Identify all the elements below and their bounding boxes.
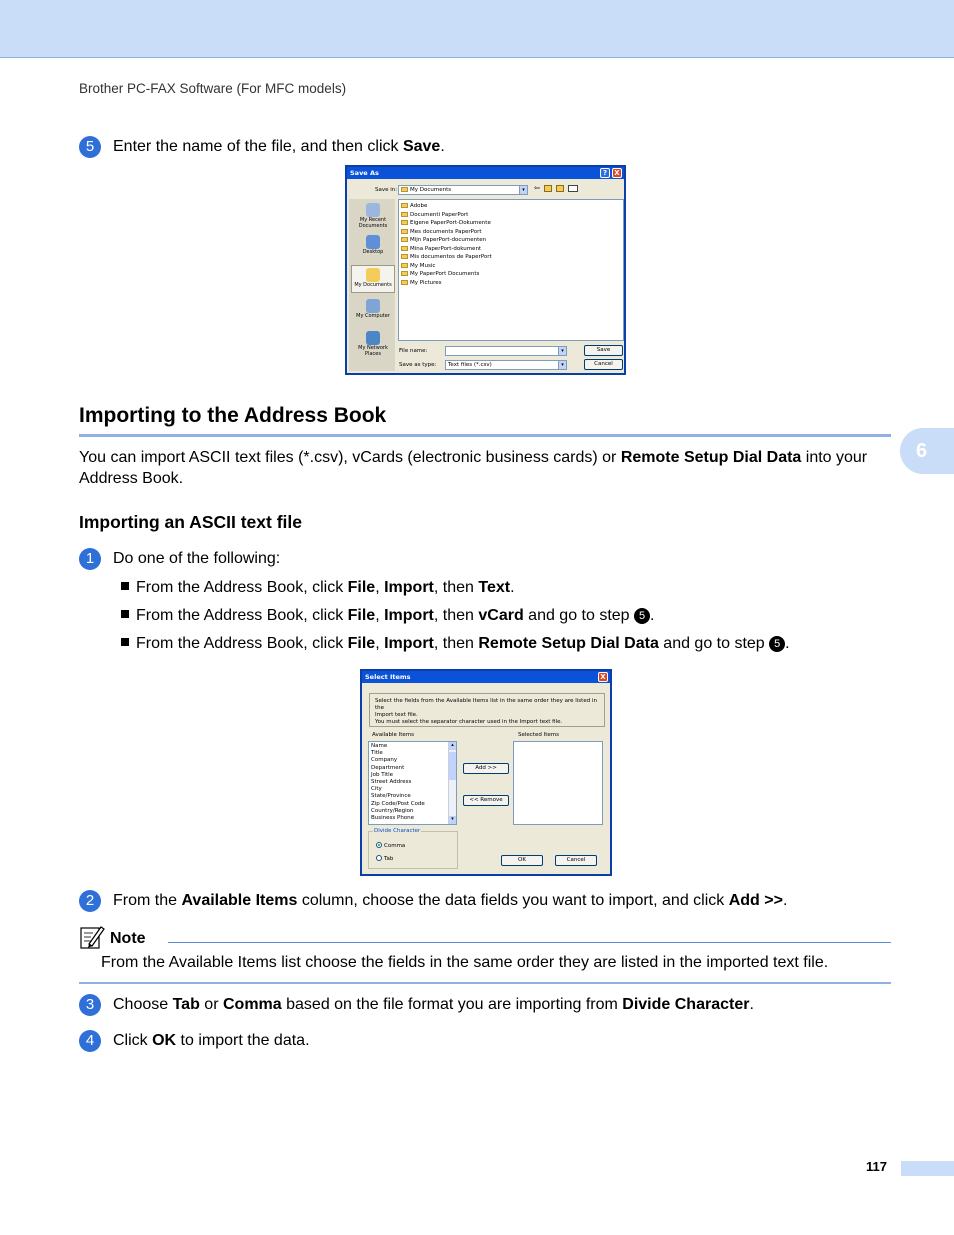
- scrollbar-thumb[interactable]: [449, 752, 456, 780]
- section-intro: You can import ASCII text files (*.csv), vCards (electronic business cards) or Remote Setup Dial Data into your Address Book.: [79, 449, 868, 487]
- select-items-dialog: [360, 669, 612, 876]
- back-icon[interactable]: ⇦: [534, 184, 540, 192]
- page-number-tab: [901, 1161, 954, 1176]
- section-title: Importing to the Address Book: [79, 404, 387, 427]
- note-label: Note: [110, 930, 146, 947]
- step-1-do-one: 1 Do one of the following:: [79, 548, 280, 570]
- folder-item[interactable]: Eigene PaperPort-Dokumente: [401, 219, 621, 228]
- folder-icon: [401, 271, 408, 276]
- list-scrollbar[interactable]: [448, 742, 456, 824]
- my-computer-icon: [366, 299, 380, 313]
- bullet-square-icon: [121, 582, 129, 590]
- save-as-dialog: [345, 165, 626, 375]
- close-icon[interactable]: X: [598, 672, 608, 682]
- note-rule-top: [168, 942, 891, 943]
- help-icon[interactable]: ?: [600, 168, 610, 178]
- select-items-title: Select Items: [365, 673, 411, 681]
- folder-icon: [401, 212, 408, 217]
- chevron-down-icon[interactable]: ▾: [449, 816, 456, 824]
- place-desktop[interactable]: Desktop: [351, 235, 395, 256]
- instruction-box: Select the fields from the Available Items list in the same order they are listed in the Import text file. You must select the separator character used in the Import text file.: [369, 693, 605, 727]
- up-folder-icon[interactable]: [544, 185, 552, 192]
- step-number-badge: 3: [79, 994, 101, 1016]
- folder-item[interactable]: My Pictures: [401, 279, 621, 288]
- step-5-enter-filename: 5 Enter the name of the file, and then click Save.: [79, 136, 445, 158]
- folder-item[interactable]: Mes documents PaperPort: [401, 228, 621, 237]
- chevron-down-icon[interactable]: ▾: [558, 347, 566, 355]
- list-item[interactable]: Country/Region: [371, 807, 414, 814]
- folder-icon: [401, 187, 408, 192]
- folder-item[interactable]: Mijn PaperPort-documenten: [401, 236, 621, 245]
- divide-character-group: [368, 828, 458, 869]
- running-header: Brother PC-FAX Software (For MFC models): [79, 81, 347, 96]
- radio-icon[interactable]: [376, 855, 382, 861]
- folder-icon: [401, 229, 408, 234]
- select-items-titlebar: [362, 671, 610, 683]
- bullet-import-remote-setup: From the Address Book, click File, Import, then Remote Setup Dial Data and go to step 5 .: [121, 634, 790, 654]
- comma-radio[interactable]: Comma: [376, 842, 405, 849]
- save-as-titlebar: [347, 167, 624, 179]
- bullet-import-text: From the Address Book, click File, Import, then Text.: [121, 578, 515, 598]
- step-3-choose-separator: 3 Choose Tab or Comma based on the file format you are importing from Divide Character.: [79, 994, 754, 1016]
- remove-button[interactable]: << Remove: [463, 795, 509, 806]
- new-folder-icon[interactable]: [556, 185, 564, 192]
- list-item[interactable]: Job Title: [371, 771, 394, 778]
- subsection-title: Importing an ASCII text file: [79, 512, 302, 532]
- list-item[interactable]: State/Province: [371, 793, 411, 800]
- file-list[interactable]: [398, 199, 624, 341]
- music-folder-icon: [401, 263, 408, 268]
- place-my-computer[interactable]: My Computer: [351, 299, 395, 320]
- cancel-button[interactable]: Cancel: [584, 359, 623, 370]
- step-reference-badge: 5: [769, 636, 785, 652]
- section-title-rule: [79, 434, 891, 437]
- bullet-square-icon: [121, 610, 129, 618]
- step-2-choose-fields: 2 From the Available Items column, choose the data fields you want to import, and click Add >>.: [79, 890, 787, 912]
- list-item[interactable]: Title: [371, 750, 383, 757]
- desktop-icon: [366, 235, 380, 249]
- save-as-type-select[interactable]: Text files (*.csv) ▾: [445, 360, 567, 370]
- step-number-badge: 5: [79, 136, 101, 158]
- radio-selected-icon[interactable]: [376, 842, 382, 848]
- note-text: From the Available Items list choose the fields in the same order they are listed in the imported text file.: [101, 954, 829, 971]
- folder-icon: [401, 254, 408, 259]
- chapter-tab: 6: [900, 428, 954, 474]
- list-item[interactable]: Business Phone: [371, 814, 415, 821]
- folder-item[interactable]: My Music: [401, 262, 621, 271]
- save-button[interactable]: Save: [584, 345, 623, 356]
- chevron-down-icon[interactable]: ▾: [558, 361, 566, 369]
- views-menu-icon[interactable]: [568, 185, 578, 192]
- place-network-places[interactable]: My Network Places: [351, 331, 395, 357]
- list-item[interactable]: Department: [371, 764, 405, 771]
- bullet-square-icon: [121, 638, 129, 646]
- list-item[interactable]: Company: [371, 757, 398, 764]
- folder-item[interactable]: My PaperPort Documents: [401, 270, 621, 279]
- list-item[interactable]: City: [371, 786, 382, 793]
- available-items-label: Available Items: [372, 732, 415, 738]
- save-in-label: Save in:: [375, 187, 398, 193]
- folder-item[interactable]: Mina PaperPort-dokument: [401, 245, 621, 254]
- divide-character-label: Divide Character: [374, 828, 421, 834]
- step-4-click-ok: 4 Click OK to import the data.: [79, 1030, 310, 1052]
- step-reference-badge: 5: [634, 608, 650, 624]
- cancel-button[interactable]: Cancel: [555, 855, 597, 866]
- list-item[interactable]: Street Address: [371, 778, 412, 785]
- save-as-type-label: Save as type:: [399, 362, 437, 368]
- selected-items-list[interactable]: [513, 741, 603, 825]
- chevron-down-icon[interactable]: ▾: [519, 186, 527, 194]
- close-icon[interactable]: X: [612, 168, 622, 178]
- bullet-import-vcard: From the Address Book, click File, Import, then vCard and go to step 5 .: [121, 606, 654, 626]
- folder-icon: [401, 237, 408, 242]
- selected-items-label: Selected Items: [518, 732, 559, 738]
- folder-item[interactable]: Mis documentos de PaperPort: [401, 253, 621, 262]
- step-number-badge: 4: [79, 1030, 101, 1052]
- list-item[interactable]: Name: [371, 743, 388, 749]
- save-in-combo[interactable]: My Documents ▾: [398, 185, 528, 195]
- my-documents-icon: [366, 268, 380, 282]
- folder-icon: [401, 203, 408, 208]
- available-items-list[interactable]: [368, 741, 457, 825]
- page-number: 117: [866, 1159, 887, 1174]
- chevron-up-icon[interactable]: ▴: [449, 742, 456, 750]
- tab-radio[interactable]: Tab: [376, 855, 393, 862]
- place-my-documents[interactable]: My Documents: [351, 265, 395, 293]
- pictures-folder-icon: [401, 280, 408, 285]
- place-recent-documents[interactable]: My Recent Documents: [351, 203, 395, 229]
- folder-item[interactable]: Adobe: [401, 202, 621, 211]
- folder-icon: [401, 246, 408, 251]
- ok-button[interactable]: OK: [501, 855, 543, 866]
- note-pencil-icon: [79, 924, 105, 950]
- folder-item[interactable]: Documenti PaperPort: [401, 211, 621, 220]
- step-number-badge: 2: [79, 890, 101, 912]
- note-rule-bottom: [79, 982, 891, 984]
- recent-documents-icon: [366, 203, 380, 217]
- file-name-label: File name:: [399, 348, 428, 354]
- add-button[interactable]: Add >>: [463, 763, 509, 774]
- network-places-icon: [366, 331, 380, 345]
- save-as-title: Save As: [350, 169, 379, 177]
- step-number-badge: 1: [79, 548, 101, 570]
- top-header-band: [0, 0, 954, 58]
- file-name-input[interactable]: [445, 346, 567, 356]
- folder-icon: [401, 220, 408, 225]
- list-item[interactable]: Zip Code/Post Code: [371, 800, 425, 807]
